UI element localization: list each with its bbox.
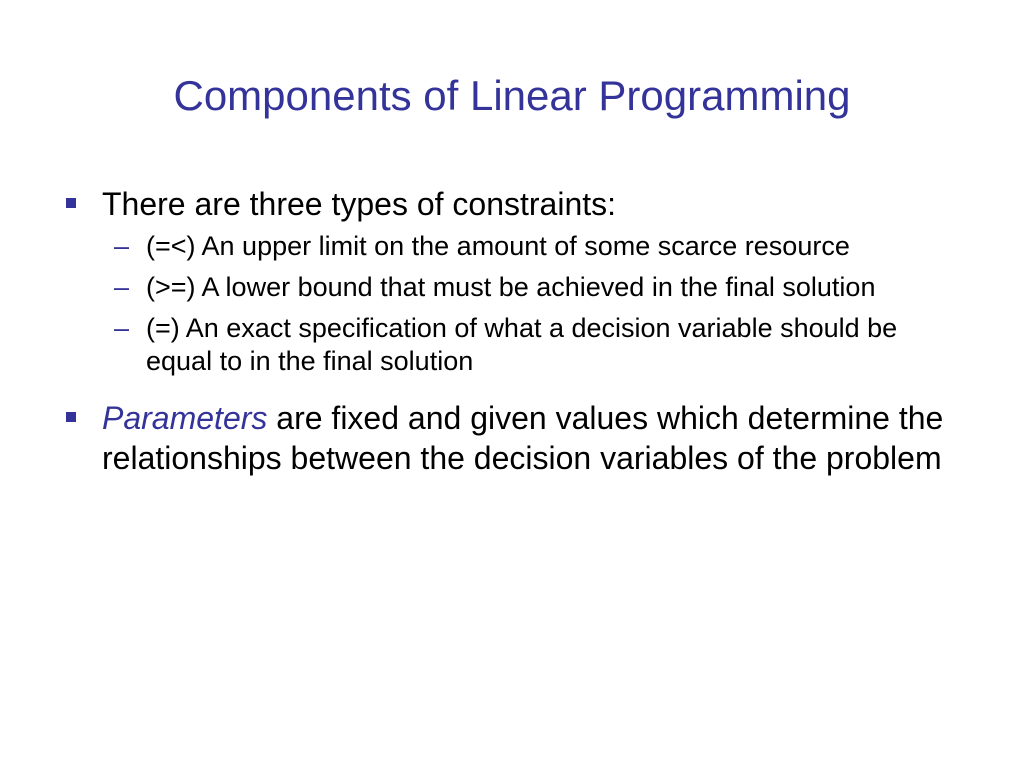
dash-marker: – [114, 272, 130, 302]
sub-item-text: (>=) A lower bound that must be achieved in the final solution [146, 272, 876, 302]
bullet-text: There are three types of constraints: [102, 186, 617, 222]
square-bullet-icon [66, 198, 76, 208]
dash-marker: – [114, 313, 130, 343]
sub-item-lower-bound [64, 271, 964, 304]
square-bullet-icon [66, 412, 76, 422]
slide-body [64, 184, 964, 478]
sub-item-text: (=<) An upper limit on the amount of some scarce resource [146, 231, 850, 261]
bullet-text: are fixed and given values which determine the relationships between the decision variables of the problem [102, 400, 944, 476]
bullet-parameters [64, 398, 964, 478]
sub-item-text: (=) An exact specification of what a decision variable should be equal to in the final solution [146, 313, 898, 376]
sub-item-exact-specification [64, 312, 964, 378]
parameters-term: Parameters [102, 400, 268, 436]
sub-item-upper-limit [64, 230, 964, 263]
slide-title: Components of Linear Programming [173, 72, 851, 119]
dash-marker: – [114, 231, 130, 261]
bullet-constraints [64, 184, 964, 224]
